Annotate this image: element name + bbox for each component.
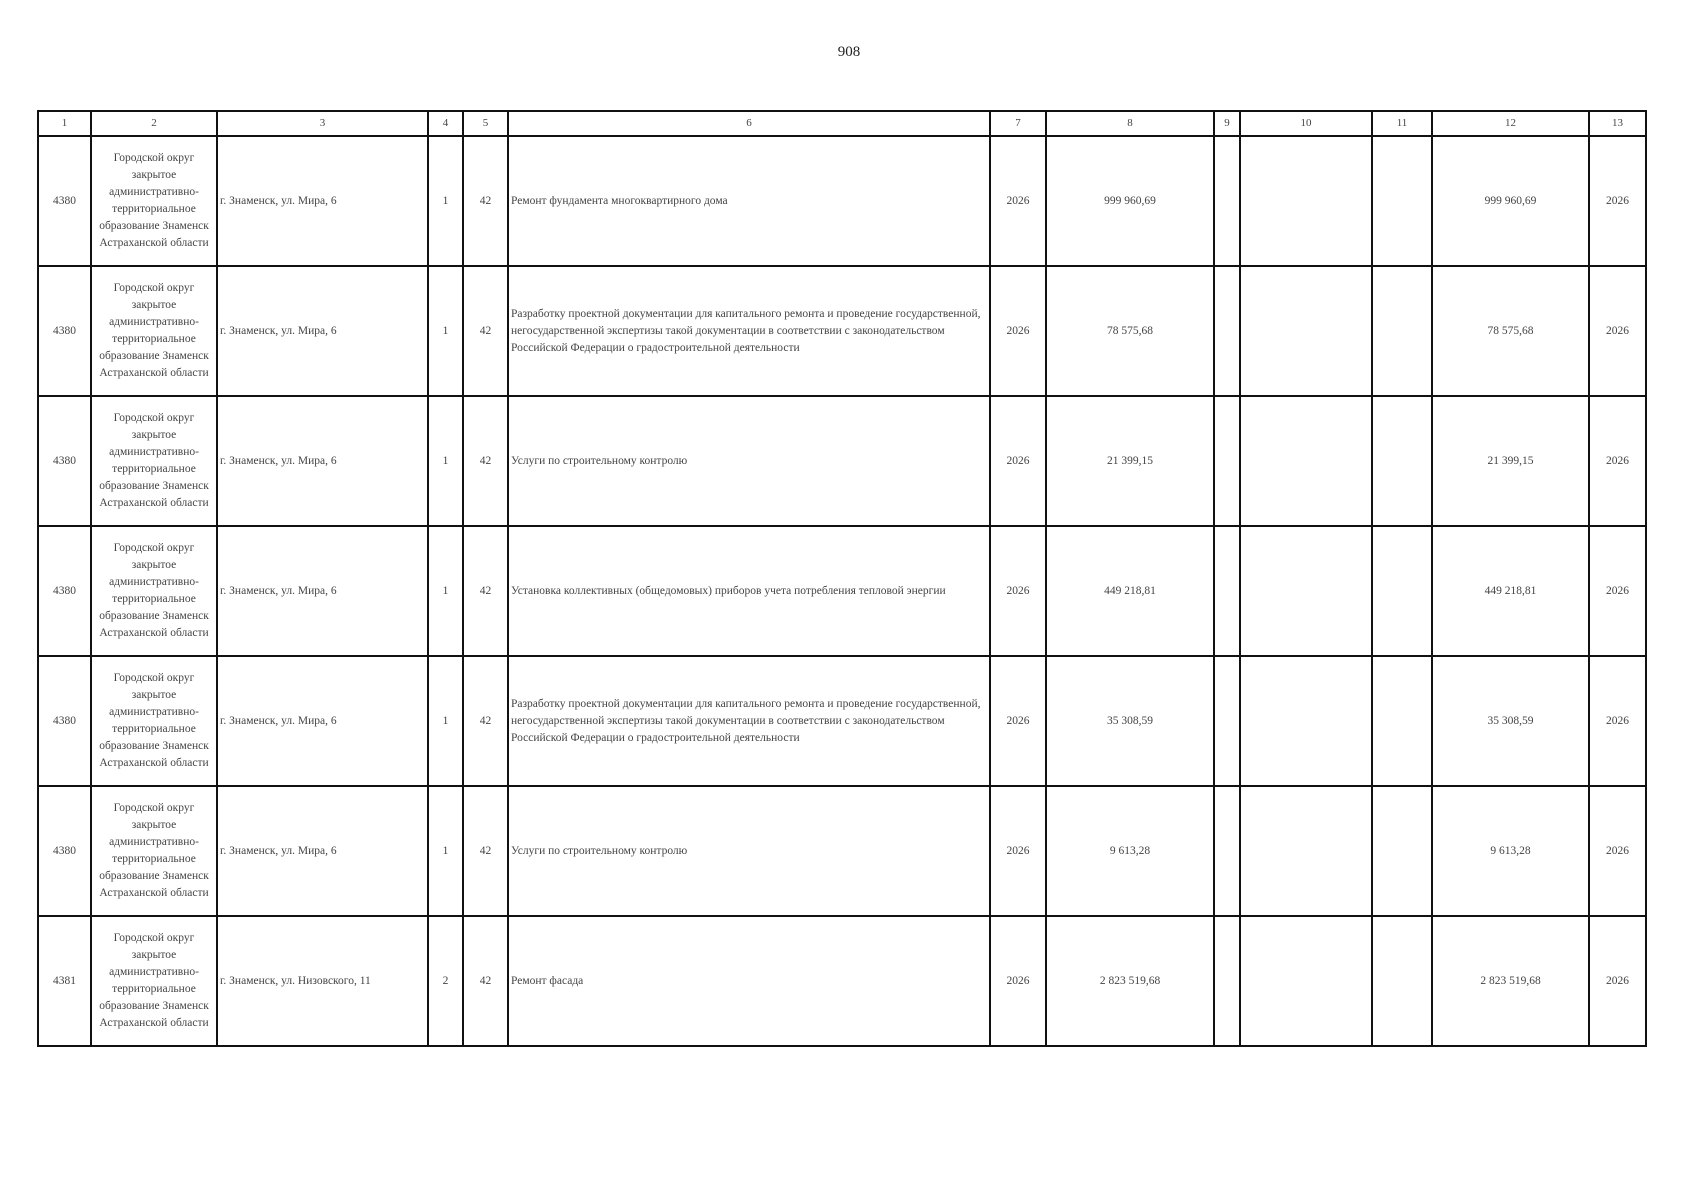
completion-year: 2026 <box>1589 136 1646 266</box>
column-header-5: 5 <box>463 111 508 136</box>
column-11-value <box>1372 786 1432 916</box>
work-description: Ремонт фасада <box>508 916 990 1046</box>
column-9-value <box>1214 136 1240 266</box>
work-description: Установка коллективных (общедомовых) приборов учета потребления тепловой энергии <box>508 526 990 656</box>
table-row <box>38 396 1646 526</box>
year: 2026 <box>990 916 1046 1046</box>
municipality-name-text: Городской округ закрытое административно-территориальное образование Знаменск Астраханской области <box>99 802 209 899</box>
work-code: 42 <box>463 396 508 526</box>
address: г. Знаменск, ул. Низовского, 11 <box>217 916 428 1046</box>
column-9-value <box>1214 916 1240 1046</box>
work-code: 42 <box>463 786 508 916</box>
municipality-name <box>91 266 217 396</box>
column-10-value <box>1240 136 1372 266</box>
year: 2026 <box>990 266 1046 396</box>
fund-cost: 21 399,15 <box>1432 396 1589 526</box>
column-9-value <box>1214 266 1240 396</box>
column-10-value <box>1240 396 1372 526</box>
year: 2026 <box>990 526 1046 656</box>
total-cost: 9 613,28 <box>1046 786 1214 916</box>
column-header-4: 4 <box>428 111 463 136</box>
work-description: Разработку проектной документации для капитального ремонта и проведение государственной, негосударственной экспертизы такой документации в соответствии с законодательством Российской Федерации о градостроительной деятельности <box>508 266 990 396</box>
year: 2026 <box>990 786 1046 916</box>
fund-cost: 449 218,81 <box>1432 526 1589 656</box>
completion-year: 2026 <box>1589 916 1646 1046</box>
year: 2026 <box>990 136 1046 266</box>
total-cost: 999 960,69 <box>1046 136 1214 266</box>
column-header-1: 1 <box>38 111 91 136</box>
column-9-value <box>1214 526 1240 656</box>
fund-cost: 9 613,28 <box>1432 786 1589 916</box>
municipality-name-text: Городской округ закрытое административно-территориальное образование Знаменск Астраханской области <box>99 282 209 379</box>
column-9-value <box>1214 656 1240 786</box>
column-9-value <box>1214 786 1240 916</box>
fund-cost: 2 823 519,68 <box>1432 916 1589 1046</box>
address: г. Знаменск, ул. Мира, 6 <box>217 136 428 266</box>
column-header-10: 10 <box>1240 111 1372 136</box>
work-description: Ремонт фундамента многоквартирного дома <box>508 136 990 266</box>
work-description: Разработку проектной документации для капитального ремонта и проведение государственной, негосударственной экспертизы такой документации в соответствии с законодательством Российской Федерации о градостроительной деятельности <box>508 656 990 786</box>
work-code: 42 <box>463 526 508 656</box>
column-11-value <box>1372 916 1432 1046</box>
work-description: Услуги по строительному контролю <box>508 396 990 526</box>
municipality-name <box>91 526 217 656</box>
row-number: 4381 <box>38 916 91 1046</box>
column-9-value <box>1214 396 1240 526</box>
municipality-name-text: Городской округ закрытое административно-территориальное образование Знаменск Астраханской области <box>99 152 209 249</box>
completion-year: 2026 <box>1589 656 1646 786</box>
column-header-12: 12 <box>1432 111 1589 136</box>
address: г. Знаменск, ул. Мира, 6 <box>217 786 428 916</box>
address: г. Знаменск, ул. Мира, 6 <box>217 396 428 526</box>
municipality-name-text: Городской округ закрытое административно-территориальное образование Знаменск Астраханской области <box>99 542 209 639</box>
column-header-8: 8 <box>1046 111 1214 136</box>
column-header-3: 3 <box>217 111 428 136</box>
municipality-name <box>91 656 217 786</box>
total-cost: 35 308,59 <box>1046 656 1214 786</box>
total-cost: 21 399,15 <box>1046 396 1214 526</box>
completion-year: 2026 <box>1589 396 1646 526</box>
address: г. Знаменск, ул. Мира, 6 <box>217 526 428 656</box>
municipality-name <box>91 916 217 1046</box>
municipality-name <box>91 136 217 266</box>
column-11-value <box>1372 526 1432 656</box>
column-10-value <box>1240 786 1372 916</box>
column-11-value <box>1372 266 1432 396</box>
municipality-name-text: Городской округ закрытое административно-территориальное образование Знаменск Астраханской области <box>99 672 209 769</box>
table-row <box>38 266 1646 396</box>
column-10-value <box>1240 916 1372 1046</box>
work-code: 42 <box>463 656 508 786</box>
column-11-value <box>1372 396 1432 526</box>
header-row <box>38 111 1646 136</box>
column-header-9: 9 <box>1214 111 1240 136</box>
row-number: 4380 <box>38 136 91 266</box>
column-header-7: 7 <box>990 111 1046 136</box>
municipality-name-text: Городской округ закрытое административно-территориальное образование Знаменск Астраханской области <box>99 932 209 1029</box>
table-row <box>38 786 1646 916</box>
row-number: 4380 <box>38 526 91 656</box>
column-header-13: 13 <box>1589 111 1646 136</box>
column-11-value <box>1372 136 1432 266</box>
column-header-2: 2 <box>91 111 217 136</box>
year: 2026 <box>990 396 1046 526</box>
work-description: Услуги по строительному контролю <box>508 786 990 916</box>
total-cost: 449 218,81 <box>1046 526 1214 656</box>
group-number: 1 <box>428 266 463 396</box>
municipality-name-text: Городской округ закрытое административно-территориальное образование Знаменск Астраханской области <box>99 412 209 509</box>
municipality-name <box>91 786 217 916</box>
group-number: 1 <box>428 786 463 916</box>
row-number: 4380 <box>38 266 91 396</box>
work-code: 42 <box>463 136 508 266</box>
page-number: 908 <box>837 44 861 60</box>
table-row <box>38 916 1646 1046</box>
works-table <box>37 110 1647 1047</box>
column-10-value <box>1240 656 1372 786</box>
completion-year: 2026 <box>1589 266 1646 396</box>
address: г. Знаменск, ул. Мира, 6 <box>217 656 428 786</box>
row-number: 4380 <box>38 396 91 526</box>
column-11-value <box>1372 656 1432 786</box>
year: 2026 <box>990 656 1046 786</box>
total-cost: 2 823 519,68 <box>1046 916 1214 1046</box>
municipality-name <box>91 396 217 526</box>
column-header-6: 6 <box>508 111 990 136</box>
table-row <box>38 136 1646 266</box>
fund-cost: 35 308,59 <box>1432 656 1589 786</box>
row-number: 4380 <box>38 786 91 916</box>
group-number: 1 <box>428 656 463 786</box>
column-10-value <box>1240 266 1372 396</box>
completion-year: 2026 <box>1589 526 1646 656</box>
group-number: 1 <box>428 136 463 266</box>
total-cost: 78 575,68 <box>1046 266 1214 396</box>
fund-cost: 78 575,68 <box>1432 266 1589 396</box>
work-code: 42 <box>463 916 508 1046</box>
column-10-value <box>1240 526 1372 656</box>
fund-cost: 999 960,69 <box>1432 136 1589 266</box>
group-number: 2 <box>428 916 463 1046</box>
group-number: 1 <box>428 396 463 526</box>
address: г. Знаменск, ул. Мира, 6 <box>217 266 428 396</box>
table-row <box>38 526 1646 656</box>
row-number: 4380 <box>38 656 91 786</box>
work-code: 42 <box>463 266 508 396</box>
completion-year: 2026 <box>1589 786 1646 916</box>
column-header-11: 11 <box>1372 111 1432 136</box>
table-row <box>38 656 1646 786</box>
group-number: 1 <box>428 526 463 656</box>
